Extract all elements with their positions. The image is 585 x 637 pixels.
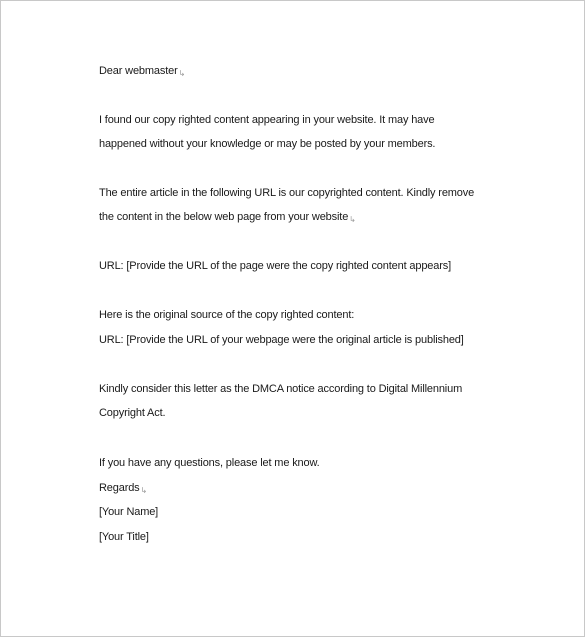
closing-question: If you have any questions, please let me know. — [99, 457, 320, 469]
paragraph-1-line-2: happened without your knowledge or may be posted by your members. — [99, 138, 436, 150]
paragraph-3-line-2: Copyright Act. — [99, 407, 166, 419]
regards — [99, 481, 147, 498]
source-intro-line: Here is the original source of the copy righted content: — [99, 309, 355, 321]
paragraph-3-line-1: Kindly consider this letter as the DMCA notice according to Digital Millennium — [99, 383, 463, 395]
source-url-line: URL: [Provide the URL of your webpage were the original article is published] — [99, 334, 464, 346]
regards-text: Regards — [99, 482, 140, 494]
paragraph-2-line-2-text: the content in the below web page from your website — [99, 211, 349, 223]
paragraph-2-line-1: The entire article in the following URL is our copyrighted content. Kindly remove — [99, 187, 475, 199]
title-placeholder: [Your Title] — [99, 531, 149, 543]
paragraph-2-line-2 — [99, 210, 356, 227]
salutation-text: Dear webmaster — [99, 65, 178, 77]
name-placeholder: [Your Name] — [99, 506, 159, 518]
paragraph-mark-icon: ↳ — [349, 215, 356, 224]
paragraph-1-line-1: I found our copy righted content appearing in your website. It may have — [99, 114, 435, 126]
paragraph-mark-icon: ↳ — [178, 69, 186, 78]
salutation — [99, 64, 185, 81]
infringing-url-line: URL: [Provide the URL of the page were the copy righted content appears] — [99, 260, 452, 272]
paragraph-mark-icon: ↳ — [140, 486, 148, 495]
